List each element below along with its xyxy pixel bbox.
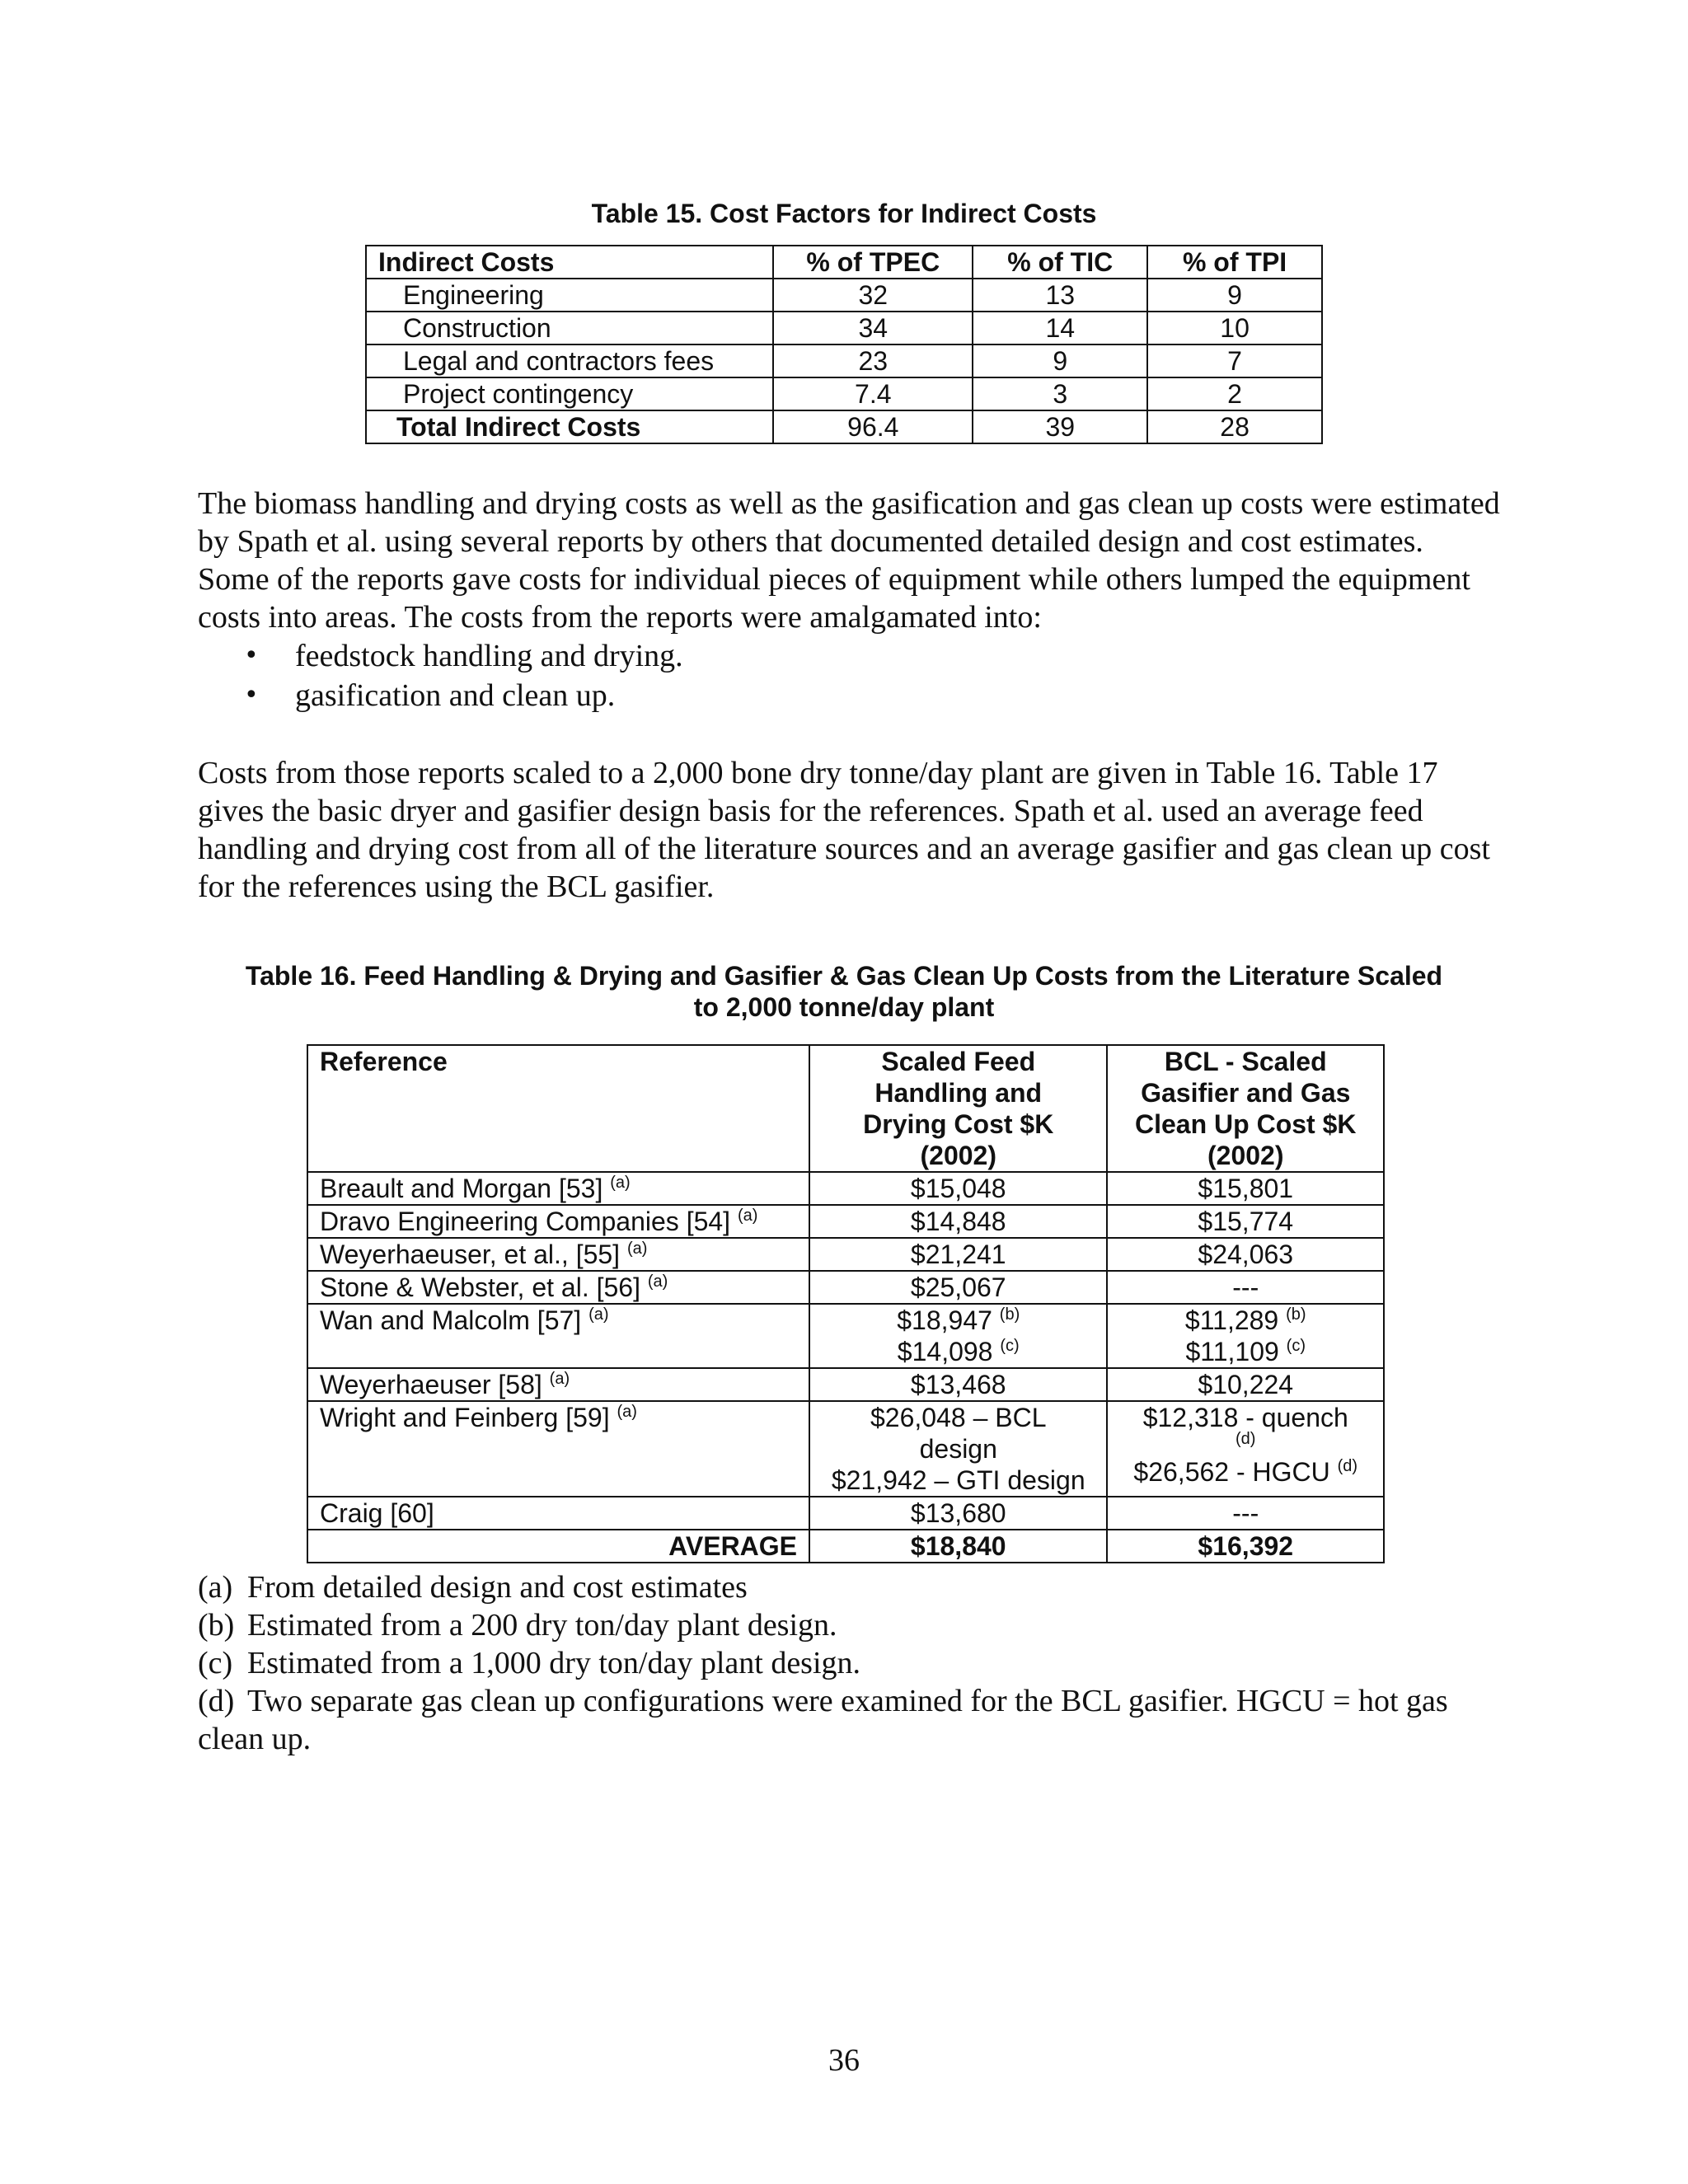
footnote-marker: (d) — [1236, 1430, 1256, 1448]
feed-cost-cell: $21,241 — [809, 1238, 1107, 1271]
table-cell: Construction — [366, 312, 773, 344]
list-item-text: gasification and clean up. — [295, 678, 616, 713]
cost-line — [1119, 1430, 1372, 1456]
note-text: Estimated from a 1,000 dry ton/day plant design. — [247, 1646, 861, 1680]
note-label: (c) — [198, 1646, 233, 1680]
header-line: Handling and — [874, 1078, 1043, 1108]
reference-cell — [307, 1205, 809, 1238]
bcl-cost-cell: $10,224 — [1107, 1368, 1384, 1401]
table15-total-row — [366, 410, 1322, 443]
table15-caption: Table 15. Cost Factors for Indirect Costs — [591, 199, 1097, 228]
table-cell: 14 — [973, 312, 1147, 344]
bcl-cost-cell: $15,801 — [1107, 1172, 1384, 1205]
list-item — [198, 636, 1500, 676]
footnote-marker: (b) — [999, 1305, 1020, 1324]
table-row — [366, 344, 1322, 377]
cost-line — [1119, 1456, 1372, 1488]
table-cell: 9 — [973, 344, 1147, 377]
header-line: Gasifier and Gas — [1141, 1078, 1351, 1108]
table15-header-tic: % of TIC — [973, 246, 1147, 279]
header-line: (2002) — [920, 1141, 996, 1170]
footnote-marker: (a) — [617, 1403, 637, 1421]
bullet-list — [198, 636, 1500, 715]
table-row — [307, 1172, 1384, 1205]
table16-caption-line2: to 2,000 tonne/day plant — [693, 992, 995, 1022]
table-cell: 32 — [773, 279, 973, 312]
footnote-marker: (a) — [647, 1272, 668, 1291]
cost-line — [822, 1305, 1095, 1336]
cost-value: $18,947 — [897, 1305, 992, 1335]
table-cell: Engineering — [366, 279, 773, 312]
footnote-marker: (b) — [1286, 1305, 1306, 1324]
note-text: Two separate gas clean up configurations were examined for the BCL gasifier. HGCU = hot gas clean up. — [198, 1684, 1448, 1756]
table15-header-tpec: % of TPEC — [773, 246, 973, 279]
cost-value: $26,562 - HGCU — [1133, 1457, 1330, 1487]
table-cell: 96.4 — [773, 410, 973, 443]
cost-line — [1119, 1402, 1372, 1433]
reference-cell — [307, 1172, 809, 1205]
table16-header-feed-cost — [809, 1045, 1107, 1172]
table16-average-row — [307, 1530, 1384, 1563]
cost-value: $12,318 - quench — [1142, 1403, 1348, 1432]
bcl-cost-cell: $15,774 — [1107, 1205, 1384, 1238]
reference-text: Stone & Webster, et al. [56] — [320, 1272, 640, 1302]
reference-text: Weyerhaeuser, et al., [55] — [320, 1240, 621, 1269]
reference-cell — [307, 1304, 809, 1368]
table-cell: 2 — [1147, 377, 1322, 410]
footnote-marker: (a) — [737, 1207, 758, 1225]
average-label: AVERAGE — [307, 1530, 809, 1563]
bcl-cost-cell — [1107, 1401, 1384, 1497]
header-line: Scaled Feed — [881, 1047, 1036, 1076]
table-row — [366, 312, 1322, 344]
bcl-cost-cell — [1107, 1304, 1384, 1368]
cost-line — [1119, 1336, 1372, 1367]
header-line: Clean Up Cost $K — [1135, 1109, 1357, 1139]
table-row — [307, 1497, 1384, 1530]
reference-text: Wan and Malcolm [57] — [320, 1305, 582, 1335]
feed-cost-cell — [809, 1401, 1107, 1497]
reference-cell — [307, 1368, 809, 1401]
note-item — [198, 1644, 1500, 1682]
footnote-marker: (a) — [549, 1370, 570, 1388]
note-label: (a) — [198, 1570, 233, 1605]
table15-header-indirect-costs: Indirect Costs — [366, 246, 773, 279]
bullet-icon: • — [244, 641, 259, 670]
cost-value: $11,109 — [1185, 1337, 1279, 1366]
bullet-icon: • — [244, 681, 259, 710]
table-cell: 13 — [973, 279, 1147, 312]
header-line: (2002) — [1207, 1141, 1284, 1170]
average-bcl-cost: $16,392 — [1107, 1530, 1384, 1563]
table-header-row — [307, 1045, 1384, 1172]
table-row — [307, 1238, 1384, 1271]
table16-caption-line1: Table 16. Feed Handling & Drying and Gasifier & Gas Clean Up Costs from the Literature Scaled — [245, 961, 1443, 991]
table-cell: 34 — [773, 312, 973, 344]
feed-cost-cell: $25,067 — [809, 1271, 1107, 1304]
cost-line: $21,942 – GTI design — [831, 1465, 1085, 1495]
table16-header-reference: Reference — [307, 1045, 809, 1172]
bcl-cost-cell: $24,063 — [1107, 1238, 1384, 1271]
cost-line — [822, 1336, 1095, 1367]
table-row — [307, 1401, 1384, 1497]
cost-line: $26,048 – BCL — [870, 1403, 1047, 1432]
reference-cell: Craig [60] — [307, 1497, 809, 1530]
footnote-marker: (a) — [588, 1305, 609, 1324]
note-text: From detailed design and cost estimates — [247, 1570, 748, 1605]
note-label: (d) — [198, 1684, 235, 1718]
table16-caption — [198, 960, 1490, 1023]
table-row — [307, 1271, 1384, 1304]
table15-header-tpi: % of TPI — [1147, 246, 1322, 279]
note-item — [198, 1568, 1500, 1606]
cost-value: $14,098 — [897, 1337, 993, 1366]
average-feed-cost: $18,840 — [809, 1530, 1107, 1563]
note-label: (b) — [198, 1608, 235, 1643]
table-row — [366, 377, 1322, 410]
footnote-marker: (a) — [626, 1240, 648, 1258]
note-text: Estimated from a 200 dry ton/day plant design. — [247, 1608, 837, 1643]
feed-cost-cell: $13,468 — [809, 1368, 1107, 1401]
reference-text: Dravo Engineering Companies [54] — [320, 1207, 731, 1236]
table-cell: 28 — [1147, 410, 1322, 443]
table-cell: 7.4 — [773, 377, 973, 410]
table-cell: 9 — [1147, 279, 1322, 312]
bcl-cost-cell: --- — [1107, 1497, 1384, 1530]
footnote-marker: (d) — [1337, 1457, 1358, 1475]
table16 — [307, 1044, 1385, 1563]
list-item-text: feedstock handling and drying. — [295, 639, 683, 673]
feed-cost-cell — [809, 1304, 1107, 1368]
table-row — [307, 1368, 1384, 1401]
table16-header-bcl-cost — [1107, 1045, 1384, 1172]
table-cell: Total Indirect Costs — [366, 410, 773, 443]
reference-text: Wright and Feinberg [59] — [320, 1403, 610, 1432]
footnote-marker: (c) — [1000, 1337, 1020, 1355]
table-row — [307, 1304, 1384, 1368]
reference-text: Weyerhaeuser [58] — [320, 1370, 542, 1399]
feed-cost-cell: $13,680 — [809, 1497, 1107, 1530]
footnote-marker: (a) — [610, 1174, 631, 1192]
reference-cell — [307, 1271, 809, 1304]
table-cell: 3 — [973, 377, 1147, 410]
feed-cost-cell: $14,848 — [809, 1205, 1107, 1238]
table-cell: 39 — [973, 410, 1147, 443]
cost-value: $11,289 — [1184, 1305, 1279, 1335]
table15 — [365, 245, 1323, 444]
cost-line — [1119, 1305, 1372, 1336]
cost-line: design — [919, 1434, 997, 1464]
paragraph-scaled-costs: Costs from those reports scaled to a 2,000 bone dry tonne/day plant are given in Table 16. Table 17 gives the basic dryer and gasifier design basis for the references. Spath et al. used an average feed handling and drying cost from all of the literature sources and an average gasifier and gas clean up cost for the references using the BCL gasifier. — [198, 756, 1490, 904]
table-row — [307, 1205, 1384, 1238]
list-item — [198, 676, 1500, 715]
table-row — [366, 279, 1322, 312]
note-item — [198, 1606, 1500, 1644]
header-line: BCL - Scaled — [1164, 1047, 1327, 1076]
feed-cost-cell: $15,048 — [809, 1172, 1107, 1205]
reference-cell — [307, 1238, 809, 1271]
paragraph-biomass-costs: The biomass handling and drying costs as well as the gasification and gas clean up costs were estimated by Spath et al. using several reports by others that documented detailed design and cost estimates. Some of the reports gave costs for individual pieces of equipment while others lumped the equipment costs into areas. The costs from the reports were amalgamated into: — [198, 486, 1500, 635]
table-header-row — [366, 246, 1322, 279]
header-line: Drying Cost $K — [863, 1109, 1054, 1139]
note-item — [198, 1682, 1500, 1758]
footnote-marker: (c) — [1286, 1337, 1306, 1355]
page-number: 36 — [828, 2043, 860, 2078]
table-cell: Project contingency — [366, 377, 773, 410]
reference-cell — [307, 1401, 809, 1497]
reference-text: Breault and Morgan [53] — [320, 1174, 603, 1203]
bcl-cost-cell: --- — [1107, 1271, 1384, 1304]
table-cell: 10 — [1147, 312, 1322, 344]
table-cell: 23 — [773, 344, 973, 377]
table16-notes — [198, 1568, 1500, 1758]
table-cell: 7 — [1147, 344, 1322, 377]
table-cell: Legal and contractors fees — [366, 344, 773, 377]
